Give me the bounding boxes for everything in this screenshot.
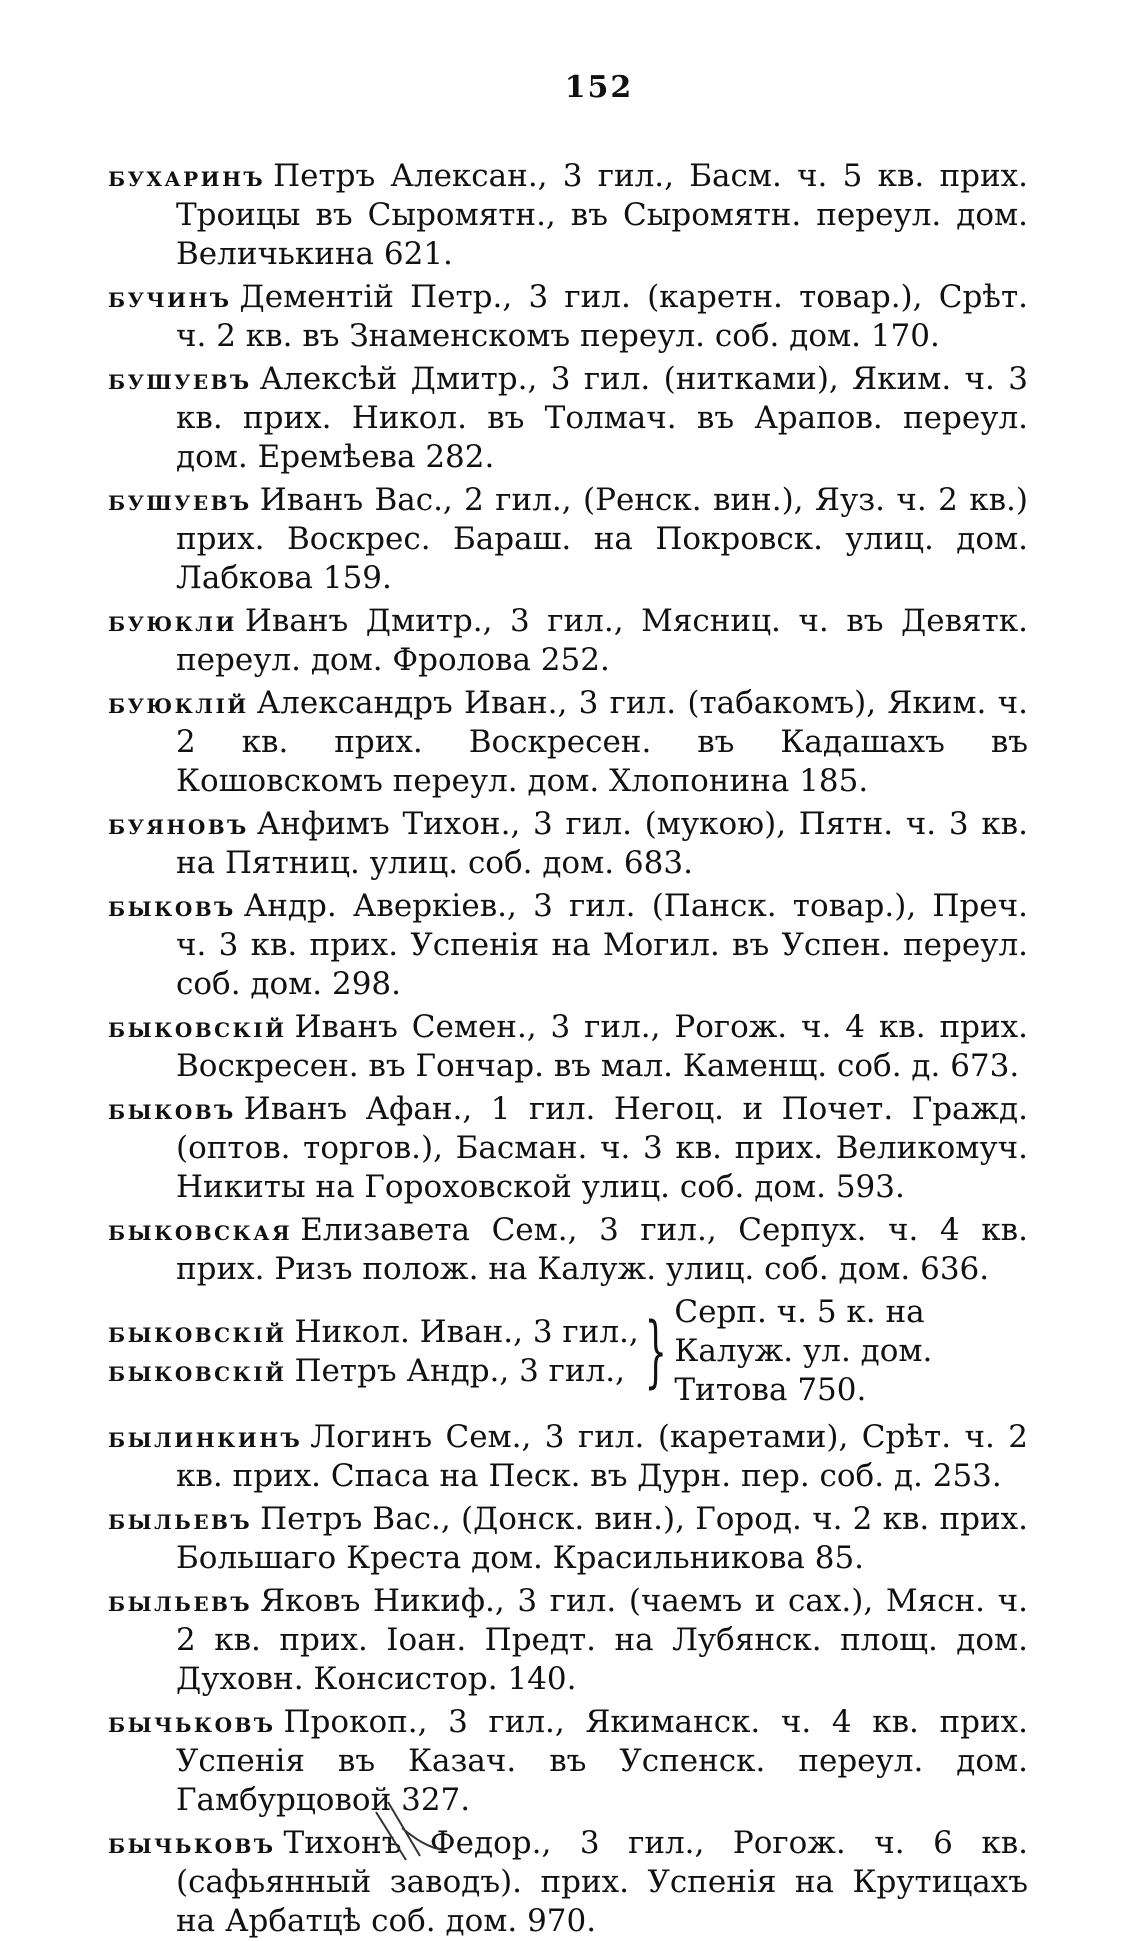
- entry-text: Анфимъ Тихон., 3 гил. (мукою), Пятн. ч. 3 кв. на Пятниц. улиц. соб. дом. 683.: [176, 806, 1028, 881]
- entry-surname: бычьковъ: [108, 1706, 276, 1739]
- entry-text: Петръ Алексан., 3 гил., Басм. ч. 5 кв. прих. Троицы въ Сыромятн., въ Сыромятн. переул. дом. Величькина 621.: [176, 158, 1028, 272]
- entry-surname: буяновъ: [108, 808, 249, 841]
- bracketed-names: [108, 1313, 639, 1391]
- entry-text: Яковъ Никиф., 3 гил. (чаемъ и сах.), Мясн. ч. 2 кв. прих. Іоан. Предт. на Лубянск. площ. дом. Духовн. Консистор. 140.: [176, 1583, 1028, 1697]
- entry-text: Алексѣй Дмитр., 3 гил. (нитками), Яким. ч. 3 кв. прих. Никол. въ Толмач. въ Арапов. переул. дом. Еремѣева 282.: [176, 361, 1028, 475]
- entry-text: Логинъ Сем., 3 гил. (каретами), Срѣт. ч. 2 кв. прих. Спаса на Песк. въ Дурн. пер. соб. д. 253.: [176, 1419, 1028, 1494]
- bracketed-entry: [108, 1313, 639, 1352]
- entry-surname: буюклій: [108, 687, 249, 720]
- entry-surname: быльевъ: [108, 1585, 253, 1618]
- entry-text: Александръ Иван., 3 гил. (табакомъ), Яким. ч. 2 кв. прих. Воскресен. въ Кадашахъ въ Кошовскомъ переул. дом. Хлопонина 185.: [176, 685, 1028, 799]
- entry-surname: быковъ: [108, 1093, 236, 1126]
- directory-entries: [108, 157, 1028, 1941]
- entry-surname: быльевъ: [108, 1503, 253, 1536]
- directory-entry: [108, 157, 1028, 274]
- entry-text: Никол. Иван., 3 гил.,: [294, 1313, 639, 1350]
- directory-entry: [108, 602, 1028, 680]
- entry-text: Елизавета Сем., 3 гил., Серпух. ч. 4 кв. прих. Ризъ полож. на Калуж. улиц. соб. дом. 636.: [176, 1212, 1028, 1287]
- directory-entry: [108, 1211, 1028, 1289]
- entry-surname: бухаринъ: [108, 160, 266, 193]
- entry-surname: бушуевъ: [108, 363, 252, 396]
- entry-surname: бучинъ: [108, 281, 232, 314]
- directory-entry: [108, 278, 1028, 356]
- directory-entry: [108, 1418, 1028, 1496]
- entry-text: Тихонъ Федор., 3 гил., Рогож. ч. 6 кв. (сафьянный заводъ). прих. Успенія на Крутицахъ на Арбатцѣ соб. дом. 970.: [176, 1825, 1028, 1939]
- pencil-scribble-mark: [372, 1798, 452, 1868]
- entry-surname: буюкли: [108, 605, 237, 638]
- page-number: 152: [564, 70, 634, 105]
- entry-surname: бычьковъ: [108, 1827, 276, 1860]
- directory-entry: [108, 481, 1028, 598]
- directory-entry: [108, 805, 1028, 883]
- directory-entry: [108, 1582, 1028, 1699]
- entry-text: Петръ Вас., (Донск. вин.), Город. ч. 2 кв. прих. Большаго Креста дом. Красильникова 85.: [176, 1501, 1028, 1576]
- curly-brace: }: [644, 1306, 667, 1397]
- entry-surname: быковскій: [108, 1315, 287, 1349]
- bracketed-entry: [108, 1352, 639, 1391]
- entry-text: Иванъ Вас., 2 гил., (Ренск. вин.), Яуз. ч. 2 кв.) прих. Воскрес. Бараш. на Покровск. улиц. дом. Лабкова 159.: [176, 482, 1028, 596]
- directory-entry: [108, 1008, 1028, 1086]
- entry-text: Иванъ Семен., 3 гил., Рогож. ч. 4 кв. прих. Воскресен. въ Гончар. въ мал. Каменщ. соб. д. 673.: [176, 1009, 1028, 1084]
- entry-text: Иванъ Афан., 1 гил. Негоц. и Почет. Гражд. (оптов. торгов.), Басман. ч. 3 кв. прих. Великомуч. Никиты на Гороховской улиц. соб. дом. 593.: [176, 1091, 1028, 1205]
- entry-text: Петръ Андр., 3 гил.,: [294, 1352, 625, 1389]
- entry-surname: быковъ: [108, 890, 236, 923]
- entry-text: Прокоп., 3 гил., Якиманск. ч. 4 кв. прих. Успенія въ Казач. въ Успенск. переул. дом. Гамбурцовой 327.: [176, 1704, 1028, 1818]
- directory-entry: [108, 1824, 1028, 1941]
- entry-surname: былинкинъ: [108, 1421, 303, 1454]
- directory-entry: [108, 1090, 1028, 1207]
- entry-surname: быковскій: [108, 1011, 287, 1044]
- entry-surname: бушуевъ: [108, 484, 252, 517]
- entry-text: Андр. Аверкіев., 3 гил. (Панск. товар.), Преч. ч. 3 кв. прих. Успенія на Могил. въ Успен. переул. соб. дом. 298.: [176, 888, 1028, 1002]
- entry-surname: быковская: [108, 1214, 293, 1247]
- directory-entry: [108, 887, 1028, 1004]
- entry-text: Дементій Петр., 3 гил. (каретн. товар.), Срѣт. ч. 2 кв. въ Знаменскомъ переул. соб. дом. 170.: [176, 279, 1028, 354]
- directory-entry: [108, 360, 1028, 477]
- entry-text: Иванъ Дмитр., 3 гил., Мясниц. ч. въ Девятк. переул. дом. Фролова 252.: [176, 603, 1028, 678]
- bracketed-address: Серп. ч. 5 к. на Калуж. ул. дом. Титова 750.: [674, 1294, 933, 1408]
- bracketed-entries: [108, 1293, 1028, 1410]
- directory-entry: [108, 1500, 1028, 1578]
- directory-entry: [108, 1703, 1028, 1820]
- directory-entry: [108, 684, 1028, 801]
- entry-surname: быковскій: [108, 1354, 287, 1388]
